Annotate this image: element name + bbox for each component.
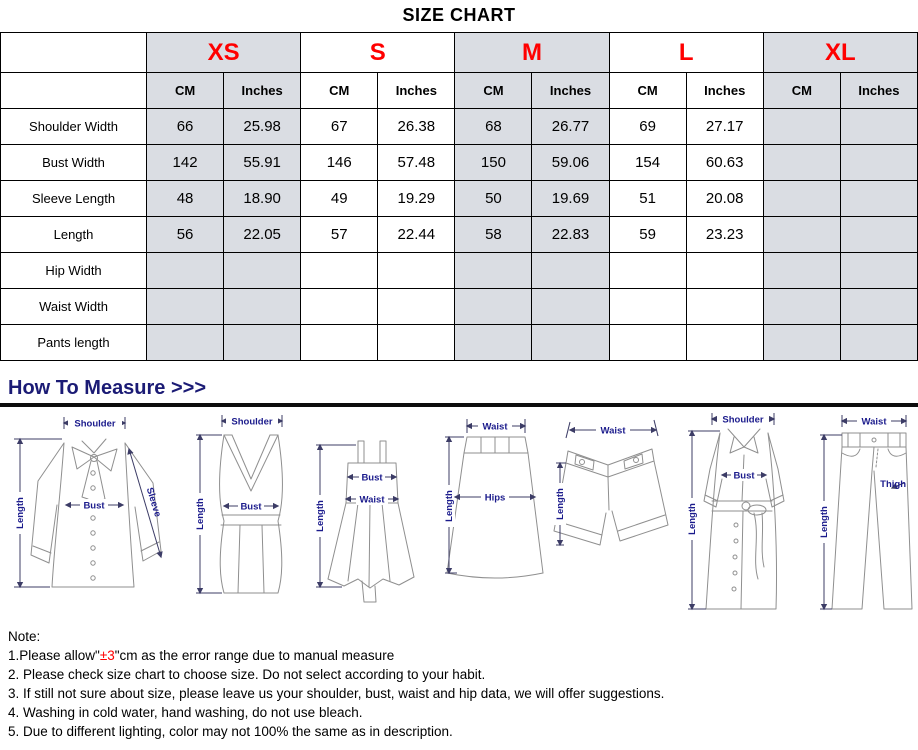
measure-label: Shoulder: [722, 414, 764, 426]
table-cell: 19.29: [378, 181, 455, 217]
table-cell: 19.69: [532, 181, 609, 217]
table-cell: [224, 253, 301, 289]
subheader-cm: CM: [609, 73, 686, 109]
measure-label: Waist: [600, 425, 626, 437]
table-cell: [455, 289, 532, 325]
table-cell: 26.77: [532, 109, 609, 145]
table-cell: [763, 217, 840, 253]
page-title: SIZE CHART: [402, 5, 516, 25]
measure-figures: [0, 407, 918, 621]
table-cell: 68: [455, 109, 532, 145]
table-cell: 22.05: [224, 217, 301, 253]
table-cell: [840, 217, 917, 253]
size-chart-table: [0, 32, 918, 361]
note-line-2: 2. Please check size chart to choose size. Do not select according to your habit.: [8, 667, 486, 682]
table-cell: 150: [455, 145, 532, 181]
measure-label: Sleeve: [143, 486, 164, 519]
table-cell: [609, 325, 686, 361]
note-line-3: 3. If still not sure about size, please leave us your shoulder, bust, waist and hip data, we will offer suggestions.: [8, 686, 665, 701]
measure-label: Thigh: [880, 479, 906, 490]
table-cell: [455, 253, 532, 289]
measure-label: Hips: [484, 492, 506, 504]
row-label: Pants length: [1, 325, 147, 361]
measure-label: Length: [687, 503, 698, 535]
figure-dress: [306, 409, 431, 615]
table-cell: [686, 325, 763, 361]
measure-label: Bust: [361, 472, 383, 484]
row-label: Hip Width: [1, 253, 147, 289]
figure-vest: [184, 409, 306, 615]
table-cell: 22.44: [378, 217, 455, 253]
table-cell: [224, 325, 301, 361]
measure-label: Shoulder: [231, 416, 273, 428]
table-cell: [378, 289, 455, 325]
table-cell: [455, 325, 532, 361]
subheader-cm: CM: [301, 73, 378, 109]
table-cell: [840, 181, 917, 217]
table-cell: [378, 253, 455, 289]
corner-cell: [1, 33, 147, 73]
note-line-5: 5. Due to different lighting, color may not 100% the same as in description.: [8, 724, 453, 739]
row-label: Sleeve Length: [1, 181, 147, 217]
table-cell: [532, 253, 609, 289]
table-cell: [147, 289, 224, 325]
note-text: 1.Please allow": [8, 648, 100, 663]
table-cell: 59: [609, 217, 686, 253]
measure-label: Waist: [482, 421, 508, 433]
table-cell: 56: [147, 217, 224, 253]
table-cell: 142: [147, 145, 224, 181]
table-cell: 154: [609, 145, 686, 181]
table-cell: 51: [609, 181, 686, 217]
measure-label: Bust: [83, 500, 105, 512]
table-cell: [763, 109, 840, 145]
subheader-inches: Inches: [378, 73, 455, 109]
table-cell: 57: [301, 217, 378, 253]
table-cell: 58: [455, 217, 532, 253]
subheader-inches: Inches: [840, 73, 917, 109]
how-to-measure-heading: How To Measure >>>: [8, 377, 207, 399]
table-cell: [301, 253, 378, 289]
table-cell: [840, 325, 917, 361]
row-label: Waist Width: [1, 289, 147, 325]
figure-skirt: [431, 409, 546, 615]
subheader-inches: Inches: [224, 73, 301, 109]
table-cell: 23.23: [686, 217, 763, 253]
subheader-cm: CM: [455, 73, 532, 109]
table-cell: [147, 325, 224, 361]
table-cell: [763, 325, 840, 361]
table-cell: 59.06: [532, 145, 609, 181]
measure-label: Length: [555, 488, 566, 520]
size-header-s: S: [301, 33, 455, 73]
table-cell: 26.38: [378, 109, 455, 145]
table-cell: [147, 253, 224, 289]
table-cell: 55.91: [224, 145, 301, 181]
subheader-inches: Inches: [686, 73, 763, 109]
table-cell: [840, 109, 917, 145]
table-cell: 25.98: [224, 109, 301, 145]
table-cell: 60.63: [686, 145, 763, 181]
table-cell: [840, 145, 917, 181]
table-cell: 67: [301, 109, 378, 145]
note-highlight: ±3: [99, 648, 115, 663]
notes-heading: Note:: [8, 629, 41, 644]
table-cell: [840, 289, 917, 325]
table-cell: [224, 289, 301, 325]
table-cell: 57.48: [378, 145, 455, 181]
measure-label: Length: [315, 500, 326, 532]
size-header-xs: XS: [147, 33, 301, 73]
measure-label: Bust: [240, 501, 262, 513]
subheader-cm: CM: [763, 73, 840, 109]
size-header-xl: XL: [763, 33, 917, 73]
table-cell: [609, 253, 686, 289]
measure-label: Shoulder: [74, 418, 116, 430]
table-cell: [763, 289, 840, 325]
measure-label: Waist: [359, 494, 385, 506]
measure-label: Bust: [733, 470, 755, 482]
table-cell: [763, 145, 840, 181]
table-cell: [301, 289, 378, 325]
table-cell: 49: [301, 181, 378, 217]
measure-label: Waist: [861, 416, 887, 428]
table-cell: [378, 325, 455, 361]
subheader-inches: Inches: [532, 73, 609, 109]
table-cell: [609, 289, 686, 325]
note-line-1: [8, 646, 918, 665]
table-cell: [686, 289, 763, 325]
table-cell: 146: [301, 145, 378, 181]
figure-shorts: [546, 409, 674, 615]
table-cell: 27.17: [686, 109, 763, 145]
measure-label: Length: [195, 498, 206, 530]
row-label: Bust Width: [1, 145, 147, 181]
table-cell: 48: [147, 181, 224, 217]
corner-cell: [1, 73, 147, 109]
measure-label: Length: [819, 506, 830, 538]
table-cell: [301, 325, 378, 361]
row-label: Shoulder Width: [1, 109, 147, 145]
table-cell: [532, 325, 609, 361]
table-cell: [686, 253, 763, 289]
table-cell: 69: [609, 109, 686, 145]
figure-blouse: [4, 409, 184, 615]
size-header-l: L: [609, 33, 763, 73]
table-cell: [840, 253, 917, 289]
size-header-m: M: [455, 33, 609, 73]
table-cell: [763, 253, 840, 289]
table-cell: 22.83: [532, 217, 609, 253]
measure-label: Length: [15, 497, 26, 529]
figure-coat: [674, 409, 802, 619]
notes-section: [8, 627, 918, 741]
table-cell: [763, 181, 840, 217]
figure-pants: [802, 409, 914, 619]
measure-label: Length: [444, 490, 455, 522]
table-cell: [532, 289, 609, 325]
subheader-cm: CM: [147, 73, 224, 109]
note-text: "cm as the error range due to manual measure: [114, 648, 395, 663]
note-line-4: 4. Washing in cold water, hand washing, do not use bleach.: [8, 705, 363, 720]
row-label: Length: [1, 217, 147, 253]
table-cell: 50: [455, 181, 532, 217]
table-cell: 18.90: [224, 181, 301, 217]
table-cell: 66: [147, 109, 224, 145]
table-cell: 20.08: [686, 181, 763, 217]
